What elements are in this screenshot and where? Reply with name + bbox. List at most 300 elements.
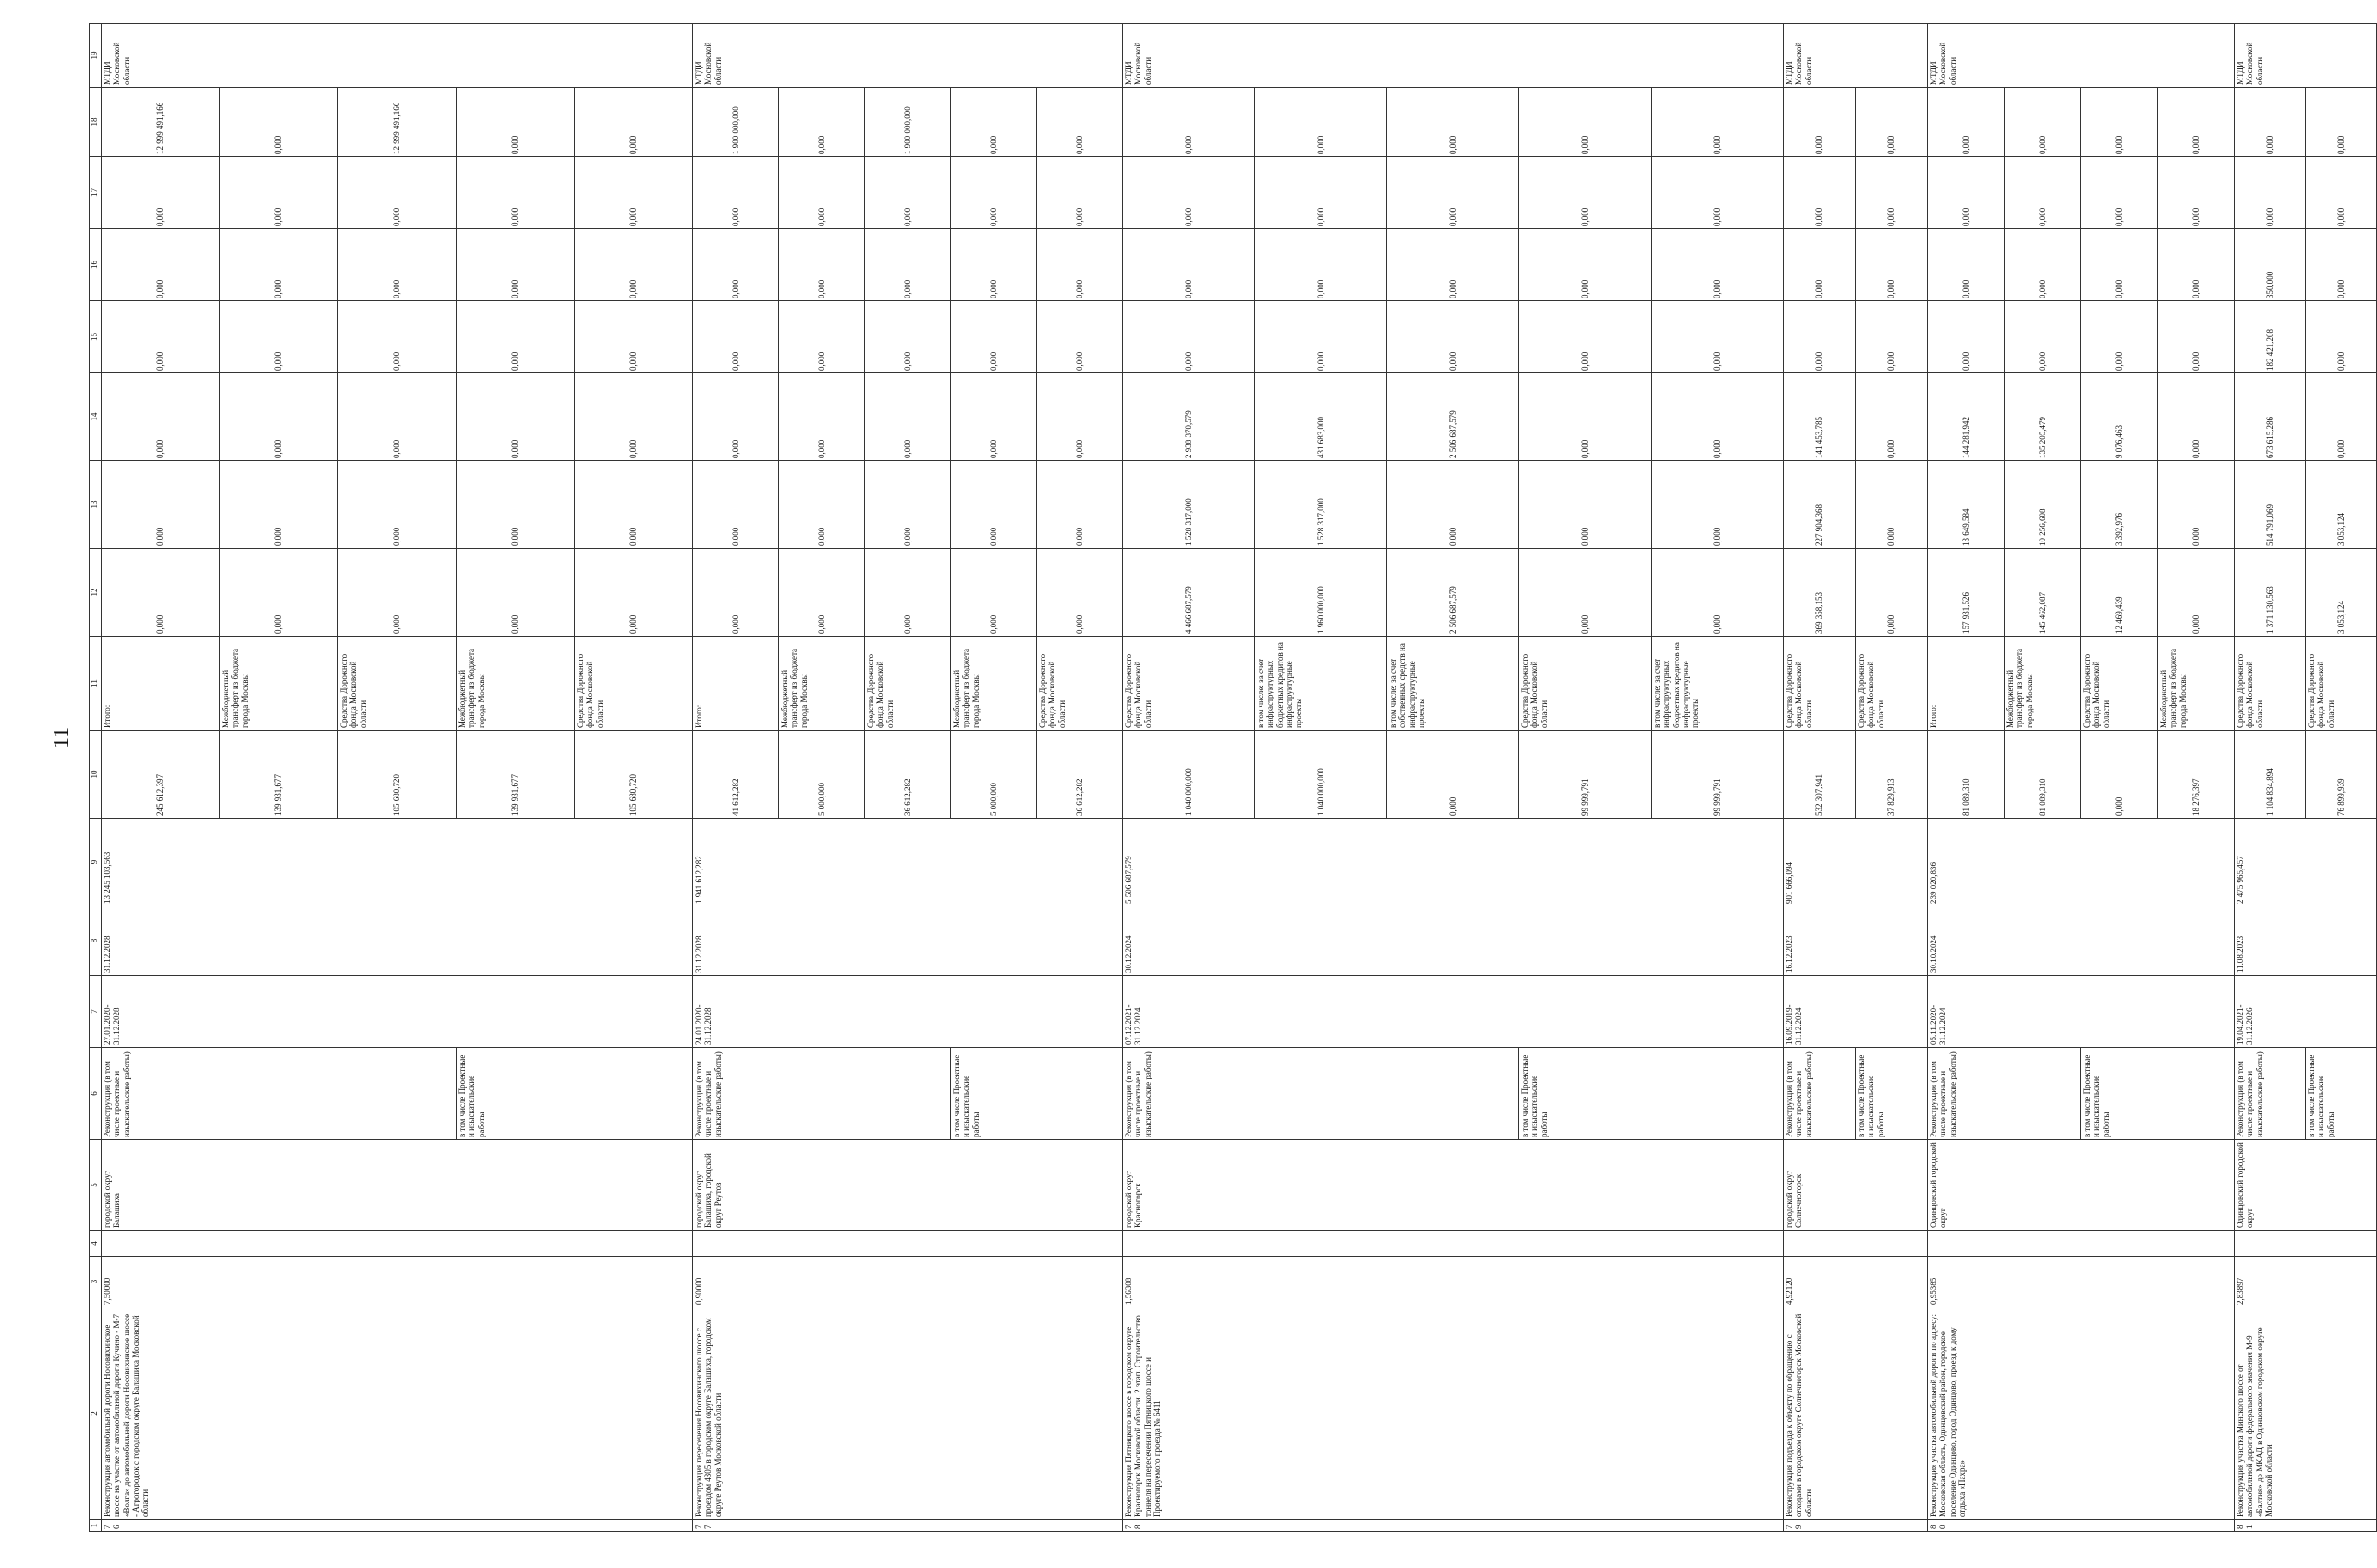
- value-c12: 0,000: [1856, 549, 1928, 637]
- funding-source: Средства Дорожного фонда Московской области: [1037, 637, 1123, 731]
- municipality: Одинцовский городской округ: [2235, 1140, 2377, 1231]
- value-c18: 0,000: [1928, 88, 2005, 157]
- empty-cell: [1123, 1231, 1784, 1257]
- value-c16: 0,000: [2005, 229, 2081, 301]
- value-c17: 0,000: [338, 157, 457, 229]
- value-c14: 0,000: [102, 373, 220, 461]
- estimated-cost: 5 506 687,579: [1123, 819, 1784, 906]
- value-c15: 0,000: [457, 301, 575, 373]
- value-c14: 0,000: [1856, 373, 1928, 461]
- funding-source: Средства Дорожного фонда Московской области: [1123, 637, 1255, 731]
- funding-source: Средства Дорожного фонда Московской области: [575, 637, 693, 731]
- value-c10: 99 999,791: [1652, 731, 1784, 819]
- funding-source: Средства Дорожного фонда Московской области: [2306, 637, 2377, 731]
- column-number: 16: [90, 229, 102, 301]
- value-c18: 1 900 000,000: [865, 88, 951, 157]
- value-c18: 0,000: [457, 88, 575, 157]
- value-c14: 0,000: [2306, 373, 2377, 461]
- value-c12: 0,000: [575, 549, 693, 637]
- value-c13: 0,000: [102, 461, 220, 549]
- value-c18: 0,000: [2081, 88, 2158, 157]
- municipality: городской округ Красногорск: [1123, 1140, 1784, 1231]
- value-c17: 0,000: [2005, 157, 2081, 229]
- value-c12: 0,000: [779, 549, 865, 637]
- column-number: 5: [90, 1140, 102, 1231]
- value-c10: 76 899,939: [2306, 731, 2377, 819]
- value-c14: 0,000: [1519, 373, 1652, 461]
- value-c12: 0,000: [457, 549, 575, 637]
- value-c15: 0,000: [1856, 301, 1928, 373]
- value-c18: 0,000: [1519, 88, 1652, 157]
- value-c14: 2 938 370,579: [1123, 373, 1255, 461]
- value-c15: 0,000: [693, 301, 779, 373]
- funding-source: Средства Дорожного фонда Московской области: [2081, 637, 2158, 731]
- empty-cell: [1928, 1231, 2235, 1257]
- column-number: 6: [90, 1048, 102, 1140]
- value-c10: 36 612,282: [865, 731, 951, 819]
- value-c17: 0,000: [1037, 157, 1123, 229]
- value-c17: 0,000: [951, 157, 1037, 229]
- value-c13: 0,000: [1856, 461, 1928, 549]
- work-subtype: в том числе Проектные и изыскательские работы: [2306, 1048, 2377, 1140]
- value-c15: 0,000: [1652, 301, 1784, 373]
- municipality: городской округ Балашиха: [102, 1140, 693, 1231]
- table-row: [1784, 24, 1856, 1532]
- column-number-row: [90, 24, 102, 1532]
- object-length: 0,95385: [1928, 1257, 2235, 1307]
- value-c17: 0,000: [1652, 157, 1784, 229]
- value-c14: 0,000: [951, 373, 1037, 461]
- value-c16: 0,000: [865, 229, 951, 301]
- value-c10: 245 612,397: [102, 731, 220, 819]
- value-c18: 0,000: [575, 88, 693, 157]
- value-c15: 0,000: [2005, 301, 2081, 373]
- value-c13: 0,000: [865, 461, 951, 549]
- value-c16: 0,000: [1037, 229, 1123, 301]
- object-number: 78: [1123, 1520, 1784, 1532]
- value-c14: 0,000: [575, 373, 693, 461]
- value-c17: 0,000: [2306, 157, 2377, 229]
- customer: МТДИ Московской области: [693, 24, 1123, 88]
- value-c12: 0,000: [693, 549, 779, 637]
- value-c10: 0,000: [1387, 731, 1519, 819]
- value-c18: 0,000: [1784, 88, 1856, 157]
- value-c18: 0,000: [1856, 88, 1928, 157]
- value-c13: 1 528 317,000: [1123, 461, 1255, 549]
- value-c17: 0,000: [1856, 157, 1928, 229]
- commissioning-date: 30.12.2024: [1123, 906, 1784, 976]
- value-c14: 0,000: [865, 373, 951, 461]
- municipality: Одинцовский городской округ: [1928, 1140, 2235, 1231]
- column-number: 13: [90, 461, 102, 549]
- object-name: Реконструкция Пятницкого шоссе в городском округе Красногорск Московской области. 2 этап. Строительство тоннеля на пересечении Пятницкого шоссе и Проектируемого проезда № 6411: [1123, 1307, 1784, 1520]
- value-c17: 0,000: [1255, 157, 1387, 229]
- work-type: Реконструкция (в том числе проектные и изыскательские работы): [2235, 1048, 2306, 1140]
- commissioning-date: 11.08.2023: [2235, 906, 2377, 976]
- value-c18: 0,000: [1037, 88, 1123, 157]
- value-c16: 0,000: [1928, 229, 2005, 301]
- estimated-cost: 2 475 965,457: [2235, 819, 2377, 906]
- value-c12: 0,000: [102, 549, 220, 637]
- value-c13: 0,000: [1652, 461, 1784, 549]
- value-c18: 0,000: [2235, 88, 2306, 157]
- work-period: 07.12.2021-31.12.2024: [1123, 976, 1784, 1048]
- value-c17: 0,000: [2081, 157, 2158, 229]
- value-c16: 0,000: [1387, 229, 1519, 301]
- empty-cell: [2235, 1231, 2377, 1257]
- value-c13: 3 053,124: [2306, 461, 2377, 549]
- work-subtype: в том числе Проектные и изыскательские работы: [2081, 1048, 2235, 1140]
- value-c16: 0,000: [1519, 229, 1652, 301]
- financing-table: [89, 23, 2377, 1532]
- value-c13: 0,000: [575, 461, 693, 549]
- value-c16: 0,000: [102, 229, 220, 301]
- value-c12: 2 506 687,579: [1387, 549, 1519, 637]
- table-row: [1123, 24, 1255, 1532]
- value-c16: 0,000: [457, 229, 575, 301]
- value-c12: 1 371 130,563: [2235, 549, 2306, 637]
- value-c13: 1 528 317,000: [1255, 461, 1387, 549]
- work-period: 24.01.2020-31.12.2028: [693, 976, 1123, 1048]
- object-number: 81: [2235, 1520, 2377, 1532]
- value-c17: 0,000: [1519, 157, 1652, 229]
- value-c16: 0,000: [1652, 229, 1784, 301]
- funding-source: в том числе: за счет инфраструктурных бюджетных кредитов на инфраструктурные проекты: [1255, 637, 1387, 731]
- funding-source: Межбюджетный трансферт из бюджета города Москвы: [457, 637, 575, 731]
- funding-source: Итого:: [693, 637, 779, 731]
- value-c16: 0,000: [2081, 229, 2158, 301]
- value-c17: 0,000: [575, 157, 693, 229]
- work-type: Реконструкция (в том числе проектные и изыскательские работы): [693, 1048, 951, 1140]
- value-c14: 0,000: [693, 373, 779, 461]
- value-c15: 0,000: [575, 301, 693, 373]
- column-number: 12: [90, 549, 102, 637]
- funding-source: Межбюджетный трансферт из бюджета города Москвы: [220, 637, 338, 731]
- value-c12: 0,000: [220, 549, 338, 637]
- value-c13: 10 256,608: [2005, 461, 2081, 549]
- value-c17: 0,000: [1387, 157, 1519, 229]
- value-c14: 0,000: [779, 373, 865, 461]
- funding-source: Средства Дорожного фонда Московской области: [865, 637, 951, 731]
- value-c13: 0,000: [457, 461, 575, 549]
- value-c16: 0,000: [220, 229, 338, 301]
- funding-source: Средства Дорожного фонда Московской области: [1519, 637, 1652, 731]
- value-c17: 0,000: [457, 157, 575, 229]
- value-c10: 99 999,791: [1519, 731, 1652, 819]
- value-c17: 0,000: [865, 157, 951, 229]
- value-c13: 0,000: [220, 461, 338, 549]
- value-c13: 0,000: [1519, 461, 1652, 549]
- value-c16: 0,000: [779, 229, 865, 301]
- value-c12: 0,000: [1652, 549, 1784, 637]
- value-c18: 0,000: [2158, 88, 2235, 157]
- value-c10: 5 000,000: [951, 731, 1037, 819]
- funding-source: Межбюджетный трансферт из бюджета города Москвы: [2158, 637, 2235, 731]
- customer: МТДИ Московской области: [1123, 24, 1784, 88]
- value-c12: 0,000: [338, 549, 457, 637]
- value-c10: 36 612,282: [1037, 731, 1123, 819]
- municipality: городской округ Солнечногорск: [1784, 1140, 1928, 1231]
- value-c14: 135 205,479: [2005, 373, 2081, 461]
- value-c15: 0,000: [338, 301, 457, 373]
- value-c10: 139 931,677: [220, 731, 338, 819]
- object-number: 80: [1928, 1520, 2235, 1532]
- value-c18: 0,000: [951, 88, 1037, 157]
- value-c17: 0,000: [1123, 157, 1255, 229]
- value-c13: 3 392,976: [2081, 461, 2158, 549]
- value-c10: 18 276,397: [2158, 731, 2235, 819]
- funding-source: Межбюджетный трансферт из бюджета города Москвы: [779, 637, 865, 731]
- column-number: 3: [90, 1257, 102, 1307]
- value-c17: 0,000: [693, 157, 779, 229]
- work-subtype: в том числе Проектные и изыскательские работы: [951, 1048, 1123, 1140]
- work-type: Реконструкция (в том числе проектные и изыскательские работы): [1928, 1048, 2081, 1140]
- value-c18: 0,000: [1255, 88, 1387, 157]
- estimated-cost: 1 941 612,282: [693, 819, 1123, 906]
- value-c15: 0,000: [2081, 301, 2158, 373]
- value-c17: 0,000: [220, 157, 338, 229]
- value-c12: 0,000: [1037, 549, 1123, 637]
- object-number: 79: [1784, 1520, 1928, 1532]
- object-name: Реконструкция пересечения Носовихинского шоссе с проездом 4305 в городском округе Балашиха, городском округе Реутов Московской области: [693, 1307, 1123, 1520]
- value-c10: 37 829,913: [1856, 731, 1928, 819]
- customer: МТДИ Московской области: [1784, 24, 1928, 88]
- value-c10: 105 680,720: [575, 731, 693, 819]
- commissioning-date: 30.10.2024: [1928, 906, 2235, 976]
- value-c16: 0,000: [693, 229, 779, 301]
- value-c10: 41 612,282: [693, 731, 779, 819]
- value-c13: 0,000: [1037, 461, 1123, 549]
- value-c18: 0,000: [220, 88, 338, 157]
- object-name: Реконструкция участка автомобильной дороги по адресу: Московская область, Одинцовский район, городское поселение Одинцово, город Одинцово, проезд к дому отдыха «Пахра»: [1928, 1307, 2235, 1520]
- value-c13: 0,000: [2158, 461, 2235, 549]
- value-c17: 0,000: [1928, 157, 2005, 229]
- value-c12: 0,000: [865, 549, 951, 637]
- value-c18: 1 900 000,000: [693, 88, 779, 157]
- work-subtype: в том числе Проектные и изыскательские работы: [457, 1048, 693, 1140]
- funding-source: Итого:: [102, 637, 220, 731]
- customer: МТДИ Московской области: [2235, 24, 2377, 88]
- value-c16: 350,000: [2235, 229, 2306, 301]
- value-c12: 145 462,087: [2005, 549, 2081, 637]
- work-period: 27.01.2020-31.12.2028: [102, 976, 693, 1048]
- work-type: Реконструкция (в том числе проектные и изыскательские работы): [102, 1048, 457, 1140]
- value-c18: 0,000: [1123, 88, 1255, 157]
- value-c10: 5 000,000: [779, 731, 865, 819]
- value-c17: 0,000: [2235, 157, 2306, 229]
- value-c16: 0,000: [338, 229, 457, 301]
- value-c15: 0,000: [2158, 301, 2235, 373]
- value-c15: 182 421,208: [2235, 301, 2306, 373]
- value-c13: 514 791,069: [2235, 461, 2306, 549]
- work-type: Реконструкция (в том числе проектные и изыскательские работы): [1123, 1048, 1519, 1140]
- column-number: 2: [90, 1307, 102, 1520]
- column-number: 18: [90, 88, 102, 157]
- estimated-cost: 901 666,094: [1784, 819, 1928, 906]
- value-c16: 0,000: [951, 229, 1037, 301]
- value-c18: 12 999 491,166: [102, 88, 220, 157]
- funding-source: Средства Дорожного фонда Московской области: [338, 637, 457, 731]
- value-c15: 0,000: [2306, 301, 2377, 373]
- value-c17: 0,000: [1784, 157, 1856, 229]
- work-period: 05.11.2020-31.12.2024: [1928, 976, 2235, 1048]
- value-c15: 0,000: [951, 301, 1037, 373]
- value-c15: 0,000: [779, 301, 865, 373]
- object-length: 7,50000: [102, 1257, 693, 1307]
- value-c14: 9 076,463: [2081, 373, 2158, 461]
- value-c12: 3 053,124: [2306, 549, 2377, 637]
- value-c17: 0,000: [779, 157, 865, 229]
- column-number: 8: [90, 906, 102, 976]
- value-c14: 0,000: [457, 373, 575, 461]
- funding-source: Межбюджетный трансферт из бюджета города Москвы: [951, 637, 1037, 731]
- column-number: 11: [90, 637, 102, 731]
- value-c15: 0,000: [1387, 301, 1519, 373]
- value-c12: 12 469,439: [2081, 549, 2158, 637]
- value-c13: 0,000: [693, 461, 779, 549]
- value-c15: 0,000: [1123, 301, 1255, 373]
- object-length: 4,92120: [1784, 1257, 1928, 1307]
- value-c15: 0,000: [220, 301, 338, 373]
- value-c15: 0,000: [1255, 301, 1387, 373]
- commissioning-date: 16.12.2023: [1784, 906, 1928, 976]
- value-c18: 0,000: [1387, 88, 1519, 157]
- value-c14: 0,000: [1652, 373, 1784, 461]
- column-number: 9: [90, 819, 102, 906]
- value-c13: 227 904,368: [1784, 461, 1856, 549]
- value-c12: 0,000: [1519, 549, 1652, 637]
- column-number: 17: [90, 157, 102, 229]
- value-c10: 105 680,720: [338, 731, 457, 819]
- value-c10: 1 040 000,000: [1123, 731, 1255, 819]
- column-number: 19: [90, 24, 102, 88]
- funding-source: Межбюджетный трансферт из бюджета города Москвы: [2005, 637, 2081, 731]
- value-c14: 0,000: [1037, 373, 1123, 461]
- value-c15: 0,000: [102, 301, 220, 373]
- value-c14: 0,000: [220, 373, 338, 461]
- value-c10: 532 307,941: [1784, 731, 1856, 819]
- estimated-cost: 13 245 103,563: [102, 819, 693, 906]
- value-c15: 0,000: [1928, 301, 2005, 373]
- page-number: 11: [50, 726, 74, 748]
- value-c10: 81 089,310: [2005, 731, 2081, 819]
- empty-cell: [102, 1231, 693, 1257]
- table-row: [693, 24, 779, 1532]
- funding-source: в том числе: за счет инфраструктурных бюджетных кредитов на инфраструктурные проекты: [1652, 637, 1784, 731]
- value-c17: 0,000: [2158, 157, 2235, 229]
- value-c12: 4 466 687,579: [1123, 549, 1255, 637]
- value-c18: 0,000: [779, 88, 865, 157]
- value-c17: 0,000: [102, 157, 220, 229]
- value-c13: 0,000: [338, 461, 457, 549]
- value-c10: 139 931,677: [457, 731, 575, 819]
- value-c14: 141 453,785: [1784, 373, 1856, 461]
- table-row: [1928, 24, 2005, 1532]
- rotated-page: [89, 24, 2346, 1532]
- commissioning-date: 31.12.2028: [102, 906, 693, 976]
- work-period: 16.09.2019-31.12.2024: [1784, 976, 1928, 1048]
- object-name: Реконструкция участка Минского шоссе от автомобильной дороги федерального значения М-9 «Балтия» до МКАД в Одинцовском городском округе Московской области: [2235, 1307, 2377, 1520]
- value-c10: 1 104 834,894: [2235, 731, 2306, 819]
- value-c18: 12 999 491,166: [338, 88, 457, 157]
- value-c14: 673 615,286: [2235, 373, 2306, 461]
- municipality: городской округ Балашиха, городской округ Реутов: [693, 1140, 1123, 1231]
- funding-source: Средства Дорожного фонда Московской области: [1856, 637, 1928, 731]
- funding-source: Средства Дорожного фонда Московской области: [2235, 637, 2306, 731]
- value-c12: 157 931,526: [1928, 549, 2005, 637]
- table-row: [2235, 24, 2306, 1532]
- value-c10: 0,000: [2081, 731, 2158, 819]
- funding-source: в том числе: за счет собственных средств на инфраструктурные проекты: [1387, 637, 1519, 731]
- empty-cell: [693, 1231, 1123, 1257]
- object-length: 0,90000: [693, 1257, 1123, 1307]
- value-c16: 0,000: [1123, 229, 1255, 301]
- value-c14: 144 281,942: [1928, 373, 2005, 461]
- work-subtype: в том числе Проектные и изыскательские работы: [1856, 1048, 1928, 1140]
- value-c14: 0,000: [338, 373, 457, 461]
- value-c16: 0,000: [1784, 229, 1856, 301]
- value-c13: 0,000: [951, 461, 1037, 549]
- value-c10: 81 089,310: [1928, 731, 2005, 819]
- column-number: 15: [90, 301, 102, 373]
- object-length: 1,56308: [1123, 1257, 1784, 1307]
- value-c10: 1 040 000,000: [1255, 731, 1387, 819]
- value-c18: 0,000: [2005, 88, 2081, 157]
- value-c16: 0,000: [2306, 229, 2377, 301]
- funding-source: Итого:: [1928, 637, 2005, 731]
- value-c12: 1 960 000,000: [1255, 549, 1387, 637]
- value-c13: 0,000: [1387, 461, 1519, 549]
- estimated-cost: 239 020,836: [1928, 819, 2235, 906]
- object-number: 76: [102, 1520, 693, 1532]
- value-c13: 13 649,584: [1928, 461, 2005, 549]
- value-c18: 0,000: [2306, 88, 2377, 157]
- value-c12: 0,000: [2158, 549, 2235, 637]
- value-c15: 0,000: [1037, 301, 1123, 373]
- work-subtype: в том числе Проектные и изыскательские работы: [1519, 1048, 1784, 1140]
- value-c15: 0,000: [865, 301, 951, 373]
- column-number: 7: [90, 976, 102, 1048]
- value-c16: 0,000: [1856, 229, 1928, 301]
- object-number: 77: [693, 1520, 1123, 1532]
- column-number: 4: [90, 1231, 102, 1257]
- column-number: 10: [90, 731, 102, 819]
- work-type: Реконструкция (в том числе проектные и изыскательские работы): [1784, 1048, 1856, 1140]
- value-c14: 0,000: [2158, 373, 2235, 461]
- work-period: 19.04.2021-31.12.2026: [2235, 976, 2377, 1048]
- customer: МТДИ Московской области: [1928, 24, 2235, 88]
- value-c16: 0,000: [575, 229, 693, 301]
- value-c12: 0,000: [951, 549, 1037, 637]
- column-number: 1: [90, 1520, 102, 1532]
- value-c14: 431 683,000: [1255, 373, 1387, 461]
- empty-cell: [1784, 1231, 1928, 1257]
- value-c15: 0,000: [1519, 301, 1652, 373]
- value-c12: 369 358,153: [1784, 549, 1856, 637]
- commissioning-date: 31.12.2028: [693, 906, 1123, 976]
- funding-source: Средства Дорожного фонда Московской области: [1784, 637, 1856, 731]
- value-c18: 0,000: [1652, 88, 1784, 157]
- object-name: Реконструкция автомобильной дороги Носовихинское шоссе на участке от автомобильной дороги Кучино - М-7 «Волга» до автомобильной дороги Носовихинское шоссе - Агрогородок с городском округе Балашиха Московской области: [102, 1307, 693, 1520]
- value-c13: 0,000: [779, 461, 865, 549]
- value-c16: 0,000: [1255, 229, 1387, 301]
- customer: МТДИ Московской области: [102, 24, 693, 88]
- object-length: 2,83897: [2235, 1257, 2377, 1307]
- object-name: Реконструкция подъезда к объекту по обращению с отходами в городском округе Солнечногорск Московской области: [1784, 1307, 1928, 1520]
- table-row: [102, 24, 220, 1532]
- value-c14: 2 506 687,579: [1387, 373, 1519, 461]
- value-c15: 0,000: [1784, 301, 1856, 373]
